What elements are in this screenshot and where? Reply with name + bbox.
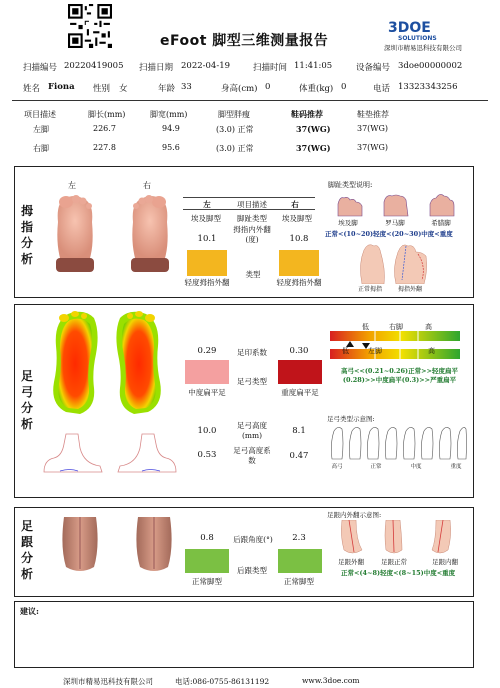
hallux-left-title: 左 [68, 181, 76, 190]
name-label: 姓名 [23, 84, 41, 94]
scan-date-label: 扫描日期 [139, 63, 174, 73]
height: 0 [265, 82, 271, 92]
suggestion-box [14, 601, 474, 668]
measure-header-girth: 脚型胖瘦 [218, 110, 250, 119]
suggestion-label: 建议: [20, 606, 39, 616]
arch-scale-left-foot: 左脚 [368, 347, 382, 355]
arch-scale-high: 高 [425, 323, 432, 331]
company-logo [386, 18, 444, 42]
heel-normal-caption: 足跟正常 [381, 558, 407, 566]
hallux-left-toe-type: 埃及脚型 [191, 214, 221, 223]
device-label: 设备编号 [356, 63, 391, 73]
arch-right-color-swatch [278, 360, 322, 384]
left-foot-girth: (3.0) 正常 [216, 125, 254, 134]
foot-side-profiles [40, 430, 180, 478]
hallux-toe-type-label: 脚趾类型 [237, 214, 267, 223]
arch-height-label: 足弓高度(mm) [237, 421, 267, 440]
hallux-left-angle: 10.1 [197, 234, 217, 244]
right-shoe-size: 37(WG) [296, 143, 331, 153]
arch-type-label: 足弓类型 [237, 377, 267, 386]
hallux-right-title: 右 [143, 181, 151, 190]
logo-sub-text: SOLUTIONS [398, 35, 437, 42]
left-forefoot-image [52, 192, 98, 274]
arch-tick-normal: 正常 [370, 464, 382, 470]
arch-scale-text: 高弓<<(0.21~0.26)正常>>轻度扁平(0.28)>>中度扁平(0.3)>>严重扁平 [340, 367, 459, 384]
toe-type-egyptian: 埃及脚 [338, 219, 358, 227]
device-number: 3doe00000002 [398, 61, 463, 71]
arch-left-height-coef: 0.53 [197, 450, 217, 460]
row-left-foot-label: 左脚 [33, 125, 49, 134]
hallux-right-class: 轻度拇指外翻 [276, 278, 322, 287]
toe-type-roman: 罗马脚 [385, 219, 405, 227]
right-foot-heatmap [116, 311, 160, 414]
heel-angle-label: 后跟角度(°) [233, 535, 273, 544]
phone-label: 电话 [373, 84, 391, 94]
arch-tick-high: 高弓 [331, 464, 343, 470]
scan-time-label: 扫描时间 [253, 63, 288, 73]
hallux-valgus-diagram [356, 240, 436, 284]
heel-images [60, 517, 180, 573]
hallux-table-left-head: 左 [203, 200, 211, 209]
arch-left-type: 中度扁平足 [188, 388, 226, 397]
toe-type-diagram [334, 190, 464, 218]
heel-alignment-diagram [336, 520, 466, 556]
arch-right-index: 0.30 [289, 346, 309, 356]
hallux-table-right-head: 右 [291, 200, 299, 209]
logo-text: 3DOE [388, 20, 431, 36]
left-insole-size: 37(WG) [357, 124, 389, 133]
footer-company: 深圳市精易迅科技有限公司 [63, 677, 153, 686]
heel-left-color-swatch [185, 549, 229, 573]
right-foot-girth: (3.0) 正常 [216, 144, 254, 153]
height-label: 身高(cm) [221, 84, 258, 94]
company-name-header: 深圳市精易迅科技有限公司 [384, 44, 462, 52]
footer-website: www.3doe.com [302, 676, 360, 685]
hallux-left-class: 轻度拇指外翻 [184, 278, 230, 287]
age: 33 [181, 82, 192, 92]
arch-scale-low: 低 [362, 323, 369, 331]
left-shoe-size: 37(WG) [296, 124, 331, 134]
gender: 女 [119, 84, 128, 94]
right-foot-length: 227.8 [93, 143, 116, 152]
arch-scale2-high: 高 [428, 347, 435, 355]
heel-right-color-swatch [278, 549, 322, 573]
heel-left-type: 正常脚型 [192, 577, 222, 586]
phone: 13323343256 [398, 82, 458, 92]
arch-left-height: 10.0 [197, 426, 217, 436]
heel-type-label: 后跟类型 [237, 566, 267, 575]
arch-tick-moderate: 中度 [410, 464, 422, 470]
measure-header-width: 脚宽(mm) [150, 110, 188, 119]
arch-scale-right-foot: 右脚 [389, 323, 403, 331]
hallux-angle-label: 拇指内外翻(度) [233, 225, 271, 244]
heel-diagram-title: 足跟内外翻示意图: [327, 511, 382, 519]
hallux-right-toe-type: 埃及脚型 [282, 214, 312, 223]
scan-number: 20220419005 [64, 61, 124, 71]
hallux-right-color-swatch [279, 250, 319, 276]
heel-range-text: 正常<(4~8)轻度<(8~15)中度<重度 [341, 569, 456, 577]
heel-section-label: 足跟分析 [20, 519, 33, 581]
scan-time: 11:41:05 [294, 61, 333, 71]
foot-pressure-heatmap [44, 308, 170, 416]
arch-type-diagram [328, 425, 468, 461]
report-title: eFoot 脚型三维测量报告 [160, 33, 329, 49]
hallux-table-rule [183, 209, 315, 210]
hallux-range-text: 正常<(10~20)轻度<(20~30)中度<重度 [325, 230, 453, 238]
arch-left-color-swatch [185, 360, 229, 384]
arch-right-height-coef: 0.47 [289, 451, 309, 461]
left-foot-length: 226.7 [93, 124, 116, 133]
age-label: 年龄 [158, 84, 176, 94]
hallux-right-angle: 10.8 [289, 234, 309, 244]
left-foot-width: 94.9 [162, 124, 180, 133]
arch-right-type: 重度扁平足 [281, 388, 319, 397]
arch-section-label: 足弓分析 [20, 369, 33, 431]
hallux-table-desc-head: 项目描述 [237, 200, 267, 209]
weight-label: 体重(kg) [299, 84, 334, 94]
weight: 0 [341, 82, 347, 92]
arch-scale-bars [330, 331, 460, 361]
right-insole-size: 37(WG) [357, 143, 389, 152]
scan-date: 2022-04-19 [181, 61, 231, 71]
hallux-table-rule [183, 197, 315, 198]
hallux-valgus-caption: 拇指外翻 [397, 286, 422, 293]
toe-type-legend-title: 脚趾类型说明: [328, 181, 373, 189]
info-divider [12, 100, 488, 101]
qr-code [68, 4, 112, 48]
arch-height-coef-label: 足弓高度系数 [233, 446, 271, 465]
heel-varus-caption: 足跟内翻 [432, 558, 458, 566]
hallux-left-color-swatch [187, 250, 227, 276]
hallux-class-label: 类型 [245, 270, 261, 279]
measure-header-shoe-size: 鞋码推荐 [291, 109, 323, 119]
heel-right-angle: 2.3 [292, 533, 306, 543]
hallux-section-label: 拇指分析 [20, 204, 33, 266]
left-foot-heatmap [53, 311, 97, 414]
right-foot-width: 95.6 [162, 143, 180, 152]
arch-left-index: 0.29 [197, 346, 217, 356]
gender-label: 性别 [93, 84, 111, 94]
arch-tick-severe: 重度 [450, 464, 462, 470]
measure-header-length: 脚长(mm) [88, 110, 126, 119]
footer-phone: 电话:086-0755-86131192 [175, 677, 270, 686]
heel-left-angle: 0.8 [200, 533, 214, 543]
toe-type-greek: 希腊脚 [431, 219, 451, 227]
measure-header-desc: 项目描述 [24, 110, 56, 119]
heel-right-type: 正常脚型 [284, 577, 314, 586]
patient-name: Fiona [48, 82, 75, 92]
scan-number-label: 扫描编号 [23, 63, 58, 73]
arch-scale2-low: 低 [342, 347, 349, 355]
arch-diagram-title: 足弓类型示意图: [327, 415, 375, 423]
normal-hallux-caption: 正常拇指 [357, 286, 382, 293]
arch-right-height: 8.1 [292, 426, 306, 436]
row-right-foot-label: 右脚 [33, 144, 49, 153]
right-forefoot-image [127, 192, 173, 274]
arch-index-label: 足印系数 [237, 348, 267, 357]
measure-header-insole: 鞋垫推荐 [357, 110, 389, 119]
heel-valgus-caption: 足跟外翻 [338, 558, 364, 566]
